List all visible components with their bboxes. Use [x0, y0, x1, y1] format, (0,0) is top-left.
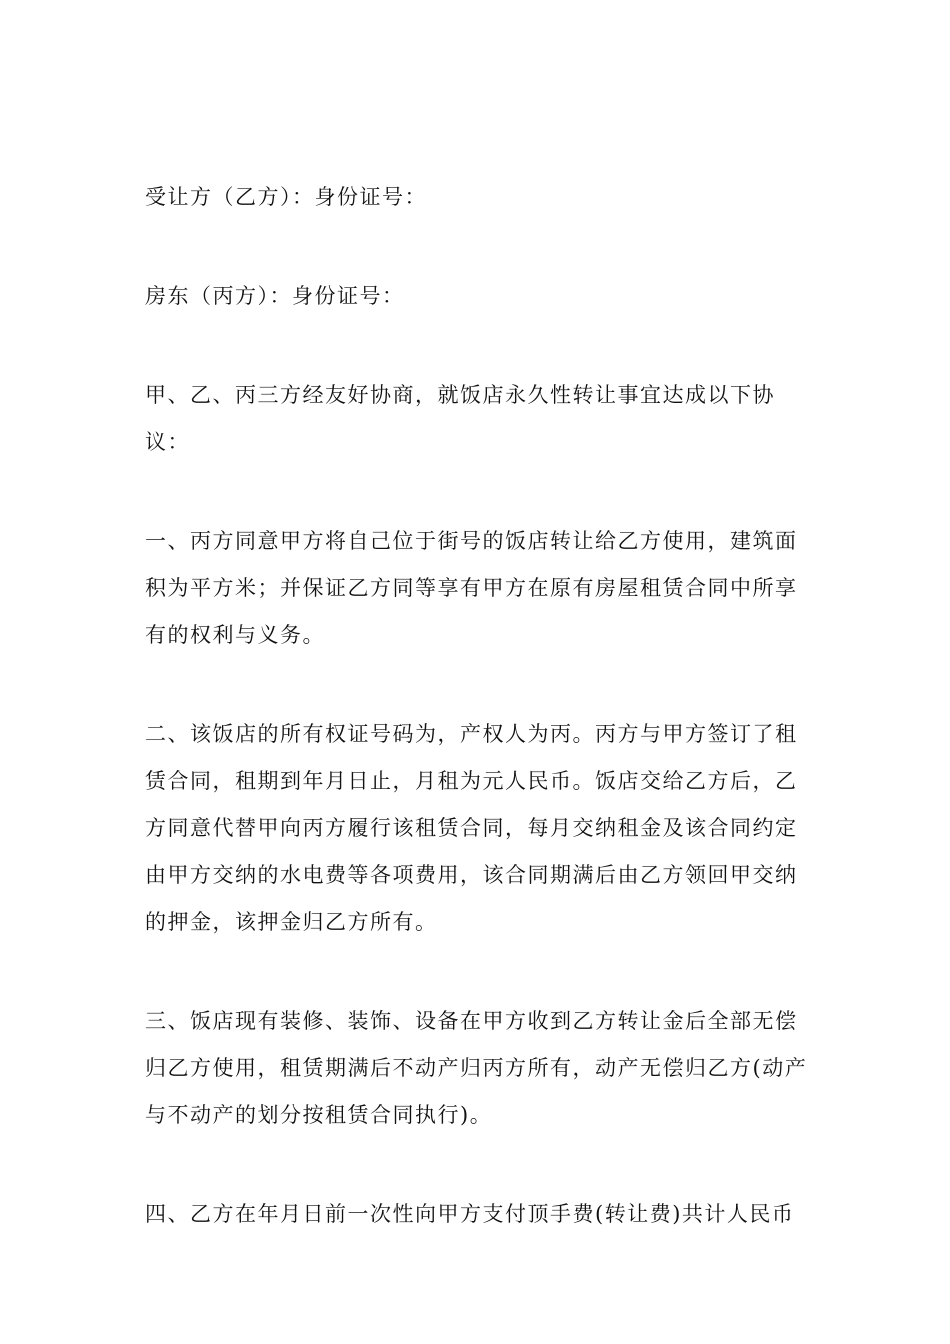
clause-3: 三、饭店现有装修、装饰、设备在甲方收到乙方转让金后全部无偿归乙方使用，租赁期满后不动产归丙方所有，动产无偿归乙方(动产与不动产的划分按租赁合同执行)。	[145, 1009, 808, 1127]
clause-1: 一、丙方同意甲方将自己位于街号的饭店转让给乙方使用，建筑面积为平方米；并保证乙方同等享有甲方在原有房屋租赁合同中所享有的权利与义务。	[145, 529, 798, 647]
clause-4: 四、乙方在年月日前一次性向甲方支付顶手费(转让费)共计人民币	[145, 1202, 795, 1226]
party-b-line: 受让方（乙方）：身份证号：	[145, 185, 427, 209]
agreement-intro: 甲、乙、丙三方经友好协商，就饭店永久性转让事宜达成以下协议：	[145, 383, 775, 454]
party-c-line: 房东（丙方）：身份证号：	[145, 284, 405, 308]
document-body	[145, 174, 809, 1238]
clause-2: 二、该饭店的所有权证号码为，产权人为丙。丙方与甲方签订了租赁合同，租期到年月日止，月租为元人民币。饭店交给乙方后，乙方同意代替甲向丙方履行该租赁合同，每月交纳租金及该合同约定由甲方交纳的水电费等各项费用，该合同期满后由乙方领回甲交纳的押金，该押金归乙方所有。	[145, 722, 798, 934]
